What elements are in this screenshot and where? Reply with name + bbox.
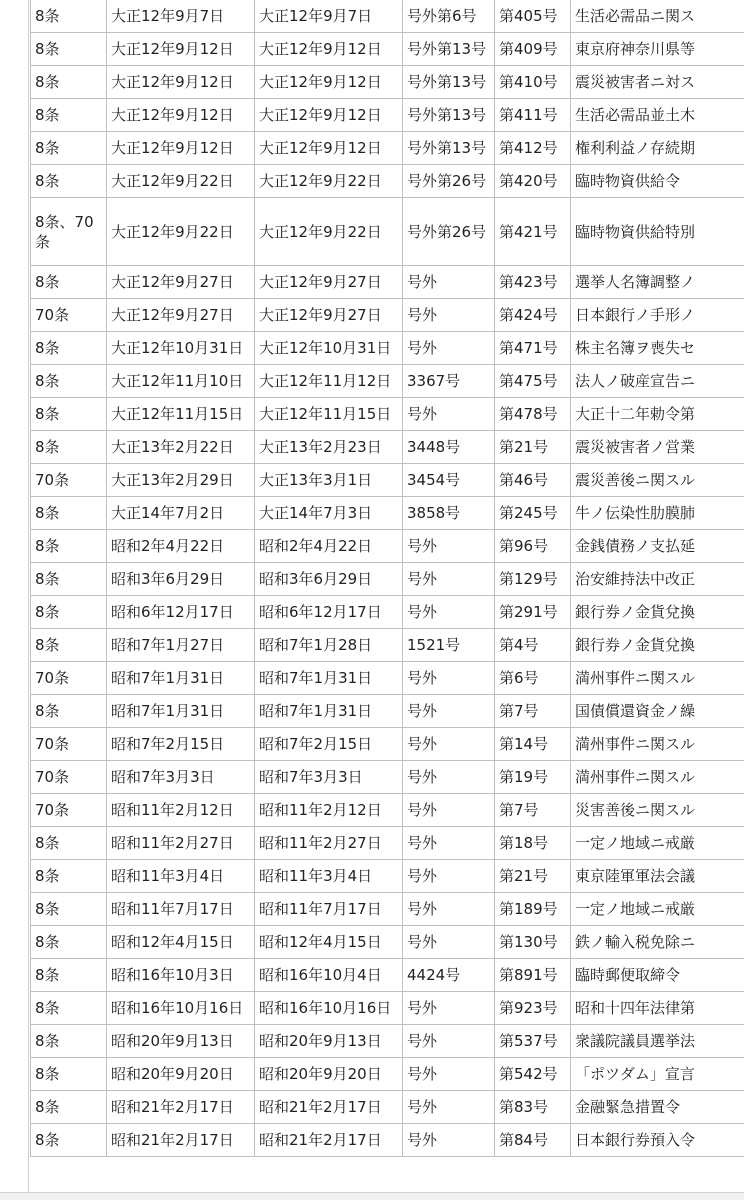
gazette-issue-cell: 号外 <box>403 299 495 332</box>
table-row <box>31 629 744 662</box>
table-row <box>31 132 744 165</box>
ordinance-title-cell: 震災被害者ニ対ス <box>571 66 744 99</box>
ordinance-number-cell: 第891号 <box>495 959 571 992</box>
ordinance-title-cell: 権利利益ノ存続期 <box>571 132 744 165</box>
article-cell: 8条 <box>31 530 107 563</box>
promulgation-date-cell: 大正12年9月22日 <box>107 198 255 266</box>
ordinance-title-cell: 銀行券ノ金貨兌換 <box>571 629 744 662</box>
gazette-issue-cell: 号外第13号 <box>403 99 495 132</box>
ordinance-title-cell: 銀行券ノ金貨兌換 <box>571 596 744 629</box>
ordinance-number-cell: 第424号 <box>495 299 571 332</box>
promulgation-date-cell: 昭和7年1月31日 <box>107 662 255 695</box>
gazette-issue-cell: 号外 <box>403 1025 495 1058</box>
table-row <box>31 563 744 596</box>
article-cell: 8条 <box>31 165 107 198</box>
ordinance-title-cell: 法人ノ破産宣告ニ <box>571 365 744 398</box>
gazette-date-cell: 昭和6年12月17日 <box>255 596 403 629</box>
gazette-date-cell: 昭和11年2月12日 <box>255 794 403 827</box>
ordinance-title-cell: 衆議院議員選挙法 <box>571 1025 744 1058</box>
table-row <box>31 761 744 794</box>
gazette-date-cell: 昭和12年4月15日 <box>255 926 403 959</box>
article-cell: 8条 <box>31 959 107 992</box>
article-cell: 8条 <box>31 365 107 398</box>
promulgation-date-cell: 昭和2年4月22日 <box>107 530 255 563</box>
ordinance-number-cell: 第411号 <box>495 99 571 132</box>
gazette-date-cell: 昭和7年1月31日 <box>255 695 403 728</box>
promulgation-date-cell: 大正12年9月27日 <box>107 299 255 332</box>
table-row <box>31 1025 744 1058</box>
gazette-date-cell: 昭和20年9月13日 <box>255 1025 403 1058</box>
gazette-date-cell: 昭和20年9月20日 <box>255 1058 403 1091</box>
ordinance-title-cell: 東京陸軍軍法会議 <box>571 860 744 893</box>
ordinance-title-cell: 一定ノ地域ニ戒厳 <box>571 827 744 860</box>
article-cell: 8条 <box>31 398 107 431</box>
table-row <box>31 596 744 629</box>
ordinance-number-cell: 第291号 <box>495 596 571 629</box>
gazette-issue-cell: 号外 <box>403 563 495 596</box>
gazette-issue-cell: 号外 <box>403 1058 495 1091</box>
gazette-date-cell: 大正12年9月12日 <box>255 99 403 132</box>
ordinance-number-cell: 第19号 <box>495 761 571 794</box>
gazette-date-cell: 大正12年10月31日 <box>255 332 403 365</box>
article-cell: 8条 <box>31 1058 107 1091</box>
article-cell: 8条 <box>31 1091 107 1124</box>
gazette-date-cell: 昭和11年2月27日 <box>255 827 403 860</box>
ordinance-title-cell: 生活必需品並土木 <box>571 99 744 132</box>
ordinance-title-cell: 臨時郵便取締令 <box>571 959 744 992</box>
promulgation-date-cell: 昭和7年1月31日 <box>107 695 255 728</box>
table-row <box>31 266 744 299</box>
promulgation-date-cell: 昭和20年9月20日 <box>107 1058 255 1091</box>
ordinance-number-cell: 第6号 <box>495 662 571 695</box>
gazette-date-cell: 昭和7年1月31日 <box>255 662 403 695</box>
article-cell: 8条 <box>31 860 107 893</box>
promulgation-date-cell: 大正13年2月29日 <box>107 464 255 497</box>
left-gutter <box>0 0 29 1200</box>
gazette-issue-cell: 号外第13号 <box>403 132 495 165</box>
ordinance-title-cell: 震災被害者ノ営業 <box>571 431 744 464</box>
article-cell: 8条 <box>31 926 107 959</box>
gazette-issue-cell: 号外 <box>403 827 495 860</box>
ordinance-number-cell: 第129号 <box>495 563 571 596</box>
ordinance-number-cell: 第475号 <box>495 365 571 398</box>
gazette-date-cell: 大正13年2月23日 <box>255 431 403 464</box>
gazette-issue-cell: 号外第6号 <box>403 0 495 33</box>
horizontal-scrollbar[interactable] <box>0 1192 744 1200</box>
ordinance-title-cell: 金融緊急措置令 <box>571 1091 744 1124</box>
ordinance-title-cell: 治安維持法中改正 <box>571 563 744 596</box>
gazette-date-cell: 大正12年11月15日 <box>255 398 403 431</box>
article-cell: 8条 <box>31 431 107 464</box>
gazette-issue-cell: 号外第13号 <box>403 33 495 66</box>
promulgation-date-cell: 大正12年9月12日 <box>107 33 255 66</box>
gazette-issue-cell: 号外 <box>403 1091 495 1124</box>
table-row <box>31 530 744 563</box>
gazette-issue-cell: 号外 <box>403 332 495 365</box>
ordinance-number-cell: 第130号 <box>495 926 571 959</box>
gazette-issue-cell: 号外第26号 <box>403 165 495 198</box>
article-cell: 70条 <box>31 662 107 695</box>
table-row <box>31 99 744 132</box>
ordinance-title-cell: 牛ノ伝染性肋膜肺 <box>571 497 744 530</box>
ordinance-number-cell: 第542号 <box>495 1058 571 1091</box>
ordinance-number-cell: 第46号 <box>495 464 571 497</box>
promulgation-date-cell: 昭和16年10月16日 <box>107 992 255 1025</box>
article-cell: 8条 <box>31 497 107 530</box>
promulgation-date-cell: 昭和12年4月15日 <box>107 926 255 959</box>
gazette-issue-cell: 号外 <box>403 695 495 728</box>
gazette-issue-cell: 号外 <box>403 893 495 926</box>
table-row <box>31 893 744 926</box>
gazette-issue-cell: 号外 <box>403 1124 495 1157</box>
article-cell: 8条 <box>31 66 107 99</box>
ordinance-number-cell: 第405号 <box>495 0 571 33</box>
gazette-date-cell: 大正12年9月12日 <box>255 66 403 99</box>
promulgation-date-cell: 大正12年9月7日 <box>107 0 255 33</box>
ordinance-number-cell: 第471号 <box>495 332 571 365</box>
ordinance-title-cell: 大正十二年勅令第 <box>571 398 744 431</box>
gazette-date-cell: 昭和7年2月15日 <box>255 728 403 761</box>
promulgation-date-cell: 大正12年9月12日 <box>107 132 255 165</box>
gazette-issue-cell: 3367号 <box>403 365 495 398</box>
gazette-date-cell: 昭和7年3月3日 <box>255 761 403 794</box>
ordinance-title-cell: 一定ノ地域ニ戒厳 <box>571 893 744 926</box>
ordinance-title-cell: 臨時物資供給令 <box>571 165 744 198</box>
ordinance-title-cell: 株主名簿ヲ喪失セ <box>571 332 744 365</box>
ordinance-title-cell: 生活必需品ニ関ス <box>571 0 744 33</box>
gazette-date-cell: 大正12年9月27日 <box>255 299 403 332</box>
ordinance-number-cell: 第14号 <box>495 728 571 761</box>
table-row <box>31 165 744 198</box>
ordinance-table <box>30 0 744 1157</box>
gazette-issue-cell: 号外 <box>403 926 495 959</box>
ordinance-title-cell: 国債償還資金ノ繰 <box>571 695 744 728</box>
table-row <box>31 299 744 332</box>
table-row <box>31 365 744 398</box>
article-cell: 8条 <box>31 33 107 66</box>
promulgation-date-cell: 昭和16年10月3日 <box>107 959 255 992</box>
article-cell: 8条 <box>31 99 107 132</box>
table-row <box>31 497 744 530</box>
article-cell: 8条 <box>31 1124 107 1157</box>
article-cell: 8条 <box>31 563 107 596</box>
ordinance-title-cell: 満州事件ニ関スル <box>571 662 744 695</box>
gazette-date-cell: 昭和11年3月4日 <box>255 860 403 893</box>
gazette-date-cell: 大正12年11月12日 <box>255 365 403 398</box>
table-row <box>31 827 744 860</box>
gazette-date-cell: 昭和2年4月22日 <box>255 530 403 563</box>
ordinance-number-cell: 第96号 <box>495 530 571 563</box>
ordinance-title-cell: 東京府神奈川県等 <box>571 33 744 66</box>
table-row <box>31 398 744 431</box>
promulgation-date-cell: 大正12年11月15日 <box>107 398 255 431</box>
article-cell: 70条 <box>31 761 107 794</box>
article-cell: 8条 <box>31 266 107 299</box>
gazette-issue-cell: 号外 <box>403 530 495 563</box>
promulgation-date-cell: 大正12年9月12日 <box>107 66 255 99</box>
article-cell: 70条 <box>31 728 107 761</box>
promulgation-date-cell: 昭和20年9月13日 <box>107 1025 255 1058</box>
article-cell: 8条 <box>31 827 107 860</box>
article-cell: 8条 <box>31 1025 107 1058</box>
ordinance-number-cell: 第412号 <box>495 132 571 165</box>
gazette-date-cell: 昭和21年2月17日 <box>255 1124 403 1157</box>
ordinance-title-cell: 満州事件ニ関スル <box>571 728 744 761</box>
article-cell: 8条 <box>31 332 107 365</box>
promulgation-date-cell: 大正12年11月10日 <box>107 365 255 398</box>
promulgation-date-cell: 大正13年2月22日 <box>107 431 255 464</box>
gazette-issue-cell: 3858号 <box>403 497 495 530</box>
gazette-date-cell: 大正14年7月3日 <box>255 497 403 530</box>
ordinance-number-cell: 第245号 <box>495 497 571 530</box>
promulgation-date-cell: 大正12年10月31日 <box>107 332 255 365</box>
table-row <box>31 1091 744 1124</box>
gazette-date-cell: 大正12年9月22日 <box>255 198 403 266</box>
article-cell: 8条 <box>31 132 107 165</box>
gazette-date-cell: 大正12年9月22日 <box>255 165 403 198</box>
ordinance-number-cell: 第84号 <box>495 1124 571 1157</box>
ordinance-number-cell: 第18号 <box>495 827 571 860</box>
gazette-date-cell: 昭和16年10月4日 <box>255 959 403 992</box>
gazette-date-cell: 大正12年9月12日 <box>255 132 403 165</box>
article-cell: 8条 <box>31 695 107 728</box>
gazette-issue-cell: 号外 <box>403 794 495 827</box>
ordinance-number-cell: 第409号 <box>495 33 571 66</box>
table-row <box>31 1058 744 1091</box>
gazette-issue-cell: 4424号 <box>403 959 495 992</box>
article-cell: 8条 <box>31 0 107 33</box>
ordinance-title-cell: 鉄ノ輸入税免除ニ <box>571 926 744 959</box>
promulgation-date-cell: 昭和7年2月15日 <box>107 728 255 761</box>
ordinance-title-cell: 金銭債務ノ支払延 <box>571 530 744 563</box>
promulgation-date-cell: 昭和3年6月29日 <box>107 563 255 596</box>
gazette-date-cell: 昭和16年10月16日 <box>255 992 403 1025</box>
ordinance-title-cell: 日本銀行券預入令 <box>571 1124 744 1157</box>
ordinance-title-cell: 選挙人名簿調整ノ <box>571 266 744 299</box>
ordinance-title-cell: 昭和十四年法律第 <box>571 992 744 1025</box>
ordinance-number-cell: 第7号 <box>495 794 571 827</box>
gazette-issue-cell: 3448号 <box>403 431 495 464</box>
gazette-issue-cell: 号外第13号 <box>403 66 495 99</box>
promulgation-date-cell: 昭和11年2月12日 <box>107 794 255 827</box>
promulgation-date-cell: 昭和21年2月17日 <box>107 1091 255 1124</box>
table-row <box>31 33 744 66</box>
table-row <box>31 926 744 959</box>
table-row <box>31 464 744 497</box>
ordinance-number-cell: 第421号 <box>495 198 571 266</box>
ordinance-number-cell: 第21号 <box>495 431 571 464</box>
gazette-issue-cell: 1521号 <box>403 629 495 662</box>
ordinance-title-cell: 満州事件ニ関スル <box>571 761 744 794</box>
table-row <box>31 860 744 893</box>
table-row <box>31 332 744 365</box>
gazette-date-cell: 昭和11年7月17日 <box>255 893 403 926</box>
article-cell: 8条 <box>31 893 107 926</box>
table-body <box>31 0 744 1157</box>
gazette-issue-cell: 号外 <box>403 728 495 761</box>
gazette-issue-cell: 号外 <box>403 398 495 431</box>
ordinance-number-cell: 第83号 <box>495 1091 571 1124</box>
table-row <box>31 431 744 464</box>
article-cell: 70条 <box>31 464 107 497</box>
ordinance-number-cell: 第537号 <box>495 1025 571 1058</box>
ordinance-number-cell: 第189号 <box>495 893 571 926</box>
promulgation-date-cell: 昭和6年12月17日 <box>107 596 255 629</box>
gazette-date-cell: 昭和7年1月28日 <box>255 629 403 662</box>
ordinance-number-cell: 第21号 <box>495 860 571 893</box>
gazette-date-cell: 大正13年3月1日 <box>255 464 403 497</box>
article-cell: 8条 <box>31 629 107 662</box>
gazette-issue-cell: 号外 <box>403 761 495 794</box>
ordinance-number-cell: 第420号 <box>495 165 571 198</box>
gazette-issue-cell: 号外 <box>403 662 495 695</box>
promulgation-date-cell: 昭和11年2月27日 <box>107 827 255 860</box>
gazette-issue-cell: 号外 <box>403 992 495 1025</box>
gazette-date-cell: 大正12年9月12日 <box>255 33 403 66</box>
ordinance-title-cell: 「ポツダム」宣言 <box>571 1058 744 1091</box>
table-row <box>31 1124 744 1157</box>
promulgation-date-cell: 昭和11年7月17日 <box>107 893 255 926</box>
promulgation-date-cell: 昭和21年2月17日 <box>107 1124 255 1157</box>
table-row <box>31 0 744 33</box>
gazette-date-cell: 大正12年9月27日 <box>255 266 403 299</box>
table-row <box>31 198 744 266</box>
gazette-issue-cell: 号外第26号 <box>403 198 495 266</box>
article-cell: 8条、70条 <box>31 198 107 266</box>
article-cell: 70条 <box>31 299 107 332</box>
ordinance-title-cell: 災害善後ニ関スル <box>571 794 744 827</box>
gazette-issue-cell: 号外 <box>403 266 495 299</box>
gazette-date-cell: 昭和21年2月17日 <box>255 1091 403 1124</box>
table-row <box>31 695 744 728</box>
ordinance-number-cell: 第7号 <box>495 695 571 728</box>
ordinance-title-cell: 震災善後ニ関スル <box>571 464 744 497</box>
table-row <box>31 662 744 695</box>
ordinance-number-cell: 第410号 <box>495 66 571 99</box>
ordinance-title-cell: 日本銀行ノ手形ノ <box>571 299 744 332</box>
promulgation-date-cell: 昭和7年3月3日 <box>107 761 255 794</box>
ordinance-number-cell: 第478号 <box>495 398 571 431</box>
table-row <box>31 794 744 827</box>
ordinance-number-cell: 第423号 <box>495 266 571 299</box>
gazette-issue-cell: 号外 <box>403 860 495 893</box>
ordinance-title-cell: 臨時物資供給特別 <box>571 198 744 266</box>
ordinance-number-cell: 第4号 <box>495 629 571 662</box>
promulgation-date-cell: 大正12年9月22日 <box>107 165 255 198</box>
table-row <box>31 959 744 992</box>
promulgation-date-cell: 昭和11年3月4日 <box>107 860 255 893</box>
gazette-issue-cell: 号外 <box>403 596 495 629</box>
promulgation-date-cell: 大正12年9月27日 <box>107 266 255 299</box>
table-row <box>31 728 744 761</box>
article-cell: 8条 <box>31 596 107 629</box>
gazette-issue-cell: 3454号 <box>403 464 495 497</box>
gazette-date-cell: 大正12年9月7日 <box>255 0 403 33</box>
gazette-date-cell: 昭和3年6月29日 <box>255 563 403 596</box>
article-cell: 70条 <box>31 794 107 827</box>
promulgation-date-cell: 大正14年7月2日 <box>107 497 255 530</box>
promulgation-date-cell: 昭和7年1月27日 <box>107 629 255 662</box>
table-row <box>31 66 744 99</box>
article-cell: 8条 <box>31 992 107 1025</box>
promulgation-date-cell: 大正12年9月12日 <box>107 99 255 132</box>
ordinance-number-cell: 第923号 <box>495 992 571 1025</box>
table-row <box>31 992 744 1025</box>
